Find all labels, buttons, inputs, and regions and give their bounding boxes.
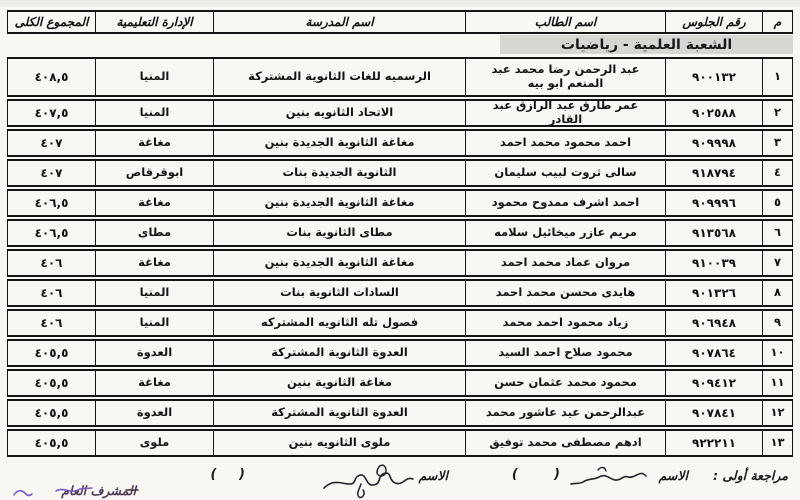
cell-school-name: مغاغة الثانوية بنين <box>213 371 465 395</box>
header-cell-seat-number: رقم الجلوس <box>665 12 762 32</box>
cell-seat-number: ٩٠٠١٣٢ <box>665 59 762 95</box>
cell-total-score: ٤٠٦,٥ <box>34 225 69 240</box>
table-row <box>7 249 793 277</box>
cell-student-name: عبد الرحمن رضا محمد عبد المنعم ابو بيه <box>465 59 665 95</box>
cell-student-name: احمد اشرف ممدوح محمود <box>465 191 665 215</box>
cell-school-name: مغاغة الثانوية الجديدة بنين <box>213 131 465 155</box>
signature-paren-slot-2: ( ) <box>210 467 245 482</box>
cell-student-name: محمود محمد عثمان حسن <box>465 371 665 395</box>
cell-seat-number: ٩٠٩٩٩٦ <box>665 191 762 215</box>
cell-seat-number: ٩٠٩٤١٢ <box>665 371 762 395</box>
table-row <box>7 339 793 367</box>
table-header-row <box>7 10 793 34</box>
cell-seat-number: ٩٠٩٩٩٨ <box>665 131 762 155</box>
cell-row-number: ٨ <box>762 281 792 305</box>
cell-row-number: ٩ <box>762 311 792 335</box>
handwritten-signature-2 <box>321 456 417 500</box>
cell-row-number: ١٠ <box>762 341 792 365</box>
scan-top-strip <box>0 0 800 7</box>
table-row <box>7 429 793 457</box>
cell-student-name: زياد محمود احمد محمد <box>465 311 665 335</box>
cell-seat-number: ٩٠٦٩٤٨ <box>665 311 762 335</box>
table-row <box>7 189 793 217</box>
cell-seat-number: ٩١٠٠٣٩ <box>665 251 762 275</box>
stamp-label: المشرف العام <box>61 483 136 498</box>
cell-education-admin: مغاغة <box>95 191 213 215</box>
table-row <box>7 99 793 127</box>
table-row <box>7 129 793 157</box>
reviewer-name-label-2: الاسم <box>418 468 448 483</box>
cell-school-name: الاتحاد الثانويه بنين <box>213 101 465 125</box>
section-title: الشعبة العلمية - رياضيات <box>560 36 733 53</box>
cell-student-name: احمد محمود محمد احمد <box>465 131 665 155</box>
table-row <box>7 369 793 397</box>
cell-student-name: محمود صلاح احمد السيد <box>465 341 665 365</box>
cell-total-score: ٤٠٥,٥ <box>34 345 69 360</box>
header-cell-total-score: المجموع الكلى <box>14 15 89 29</box>
cell-total-score: ٤٠٥,٥ <box>34 375 69 390</box>
cell-education-admin: ابوقرقاص <box>95 161 213 185</box>
cell-row-number: ٧ <box>762 251 792 275</box>
cell-school-name: مغاغة الثانوية الجديدة بنين <box>213 251 465 275</box>
general-supervisor-stamp <box>10 482 142 500</box>
cell-seat-number: ٩٠٧٨٦٤ <box>665 341 762 365</box>
cell-total-score: ٤٠٦,٥ <box>34 195 69 210</box>
cell-student-name: عمر طارق عبد الرازق عبد القادر <box>465 101 665 125</box>
results-table-body <box>7 57 793 457</box>
cell-student-name: سالى ثروت لبيب سليمان <box>465 161 665 185</box>
table-row <box>7 57 793 97</box>
cell-seat-number: ٩٢٢٢١١ <box>665 431 762 455</box>
cell-school-name: السادات الثانوية بنات <box>213 281 465 305</box>
table-row <box>7 159 793 187</box>
table-row <box>7 399 793 427</box>
table-row <box>7 219 793 247</box>
cell-row-number: ٥ <box>762 191 792 215</box>
cell-student-name: مريم عازر ميخائيل سلامه <box>465 221 665 245</box>
cell-total-score: ٤٠٥,٥ <box>34 405 69 420</box>
cell-row-number: ١ <box>762 59 792 95</box>
cell-student-name: مروان عماد محمد احمد <box>465 251 665 275</box>
cell-school-name: فصول تله الثانويه المشتركه <box>213 311 465 335</box>
header-cell-student-name: اسم الطالب <box>465 12 665 32</box>
cell-row-number: ١٢ <box>762 401 792 425</box>
cell-row-number: ١٣ <box>762 431 792 455</box>
handwritten-signature-1 <box>568 461 650 487</box>
cell-education-admin: مغاغة <box>95 251 213 275</box>
cell-seat-number: ٩١٣٥٦٨ <box>665 221 762 245</box>
cell-total-score: ٤٠٧ <box>40 165 63 180</box>
cell-row-number: ٤ <box>762 161 792 185</box>
cell-row-number: ٢ <box>762 101 792 125</box>
cell-row-number: ١١ <box>762 371 792 395</box>
header-cell-school-name: اسم المدرسة <box>213 12 465 32</box>
cell-student-name: عبدالرحمن عيد عاشور محمد <box>465 401 665 425</box>
cell-total-score: ٤٠٦ <box>40 285 63 300</box>
table-row <box>7 309 793 337</box>
cell-school-name: العدوة الثانوية المشتركة <box>213 401 465 425</box>
cell-education-admin: المنيا <box>95 59 213 95</box>
cell-school-name: مطاى الثانوية بنات <box>213 221 465 245</box>
cell-row-number: ٦ <box>762 221 792 245</box>
cell-school-name: الثانوية الجديدة بنات <box>213 161 465 185</box>
cell-school-name: الرسميه للغات الثانوية المشتركة <box>213 59 465 95</box>
cell-row-number: ٣ <box>762 131 792 155</box>
cell-education-admin: العدوة <box>95 401 213 425</box>
cell-total-score: ٤٠٥,٥ <box>34 435 69 450</box>
cell-total-score: ٤٠٧,٥ <box>34 105 69 120</box>
cell-school-name: العدوة الثانوية المشتركة <box>213 341 465 365</box>
table-row <box>7 279 793 307</box>
cell-education-admin: مغاغة <box>95 131 213 155</box>
cell-total-score: ٤٠٦ <box>40 315 63 330</box>
cell-seat-number: ٩١٨٧٩٤ <box>665 161 762 185</box>
cell-education-admin: المنيا <box>95 281 213 305</box>
header-cell-education-admin: الإدارة التعليمية <box>95 12 213 32</box>
cell-total-score: ٤٠٧ <box>40 135 63 150</box>
section-title-bar <box>500 35 793 54</box>
cell-education-admin: العدوة <box>95 341 213 365</box>
cell-school-name: مغاغة الثانوية الجديدة بنين <box>213 191 465 215</box>
header-cell-row-number: م <box>762 12 792 32</box>
first-review-label: مراجعة أولى : <box>713 468 788 483</box>
cell-education-admin: مغاغة <box>95 371 213 395</box>
cell-education-admin: المنيا <box>95 311 213 335</box>
cell-total-score: ٤٠٦ <box>40 255 63 270</box>
cell-education-admin: مطاى <box>95 221 213 245</box>
cell-student-name: هايدى محسن محمد احمد <box>465 281 665 305</box>
cell-seat-number: ٩٠٧٨٤١ <box>665 401 762 425</box>
cell-education-admin: المنيا <box>95 101 213 125</box>
cell-school-name: ملوى الثانويه بنين <box>213 431 465 455</box>
cell-total-score: ٤٠٨,٥ <box>34 69 69 84</box>
cell-education-admin: ملوى <box>95 431 213 455</box>
signature-paren-slot-1: ( ) <box>511 467 560 482</box>
cell-seat-number: ٩٠١٣٢٦ <box>665 281 762 305</box>
stamp-pen-scribble-icon <box>10 482 142 500</box>
cell-student-name: ادهم مصطفى محمد توفيق <box>465 431 665 455</box>
cell-seat-number: ٩٠٢٥٨٨ <box>665 101 762 125</box>
reviewer-name-label-1: الاسم <box>658 468 688 483</box>
